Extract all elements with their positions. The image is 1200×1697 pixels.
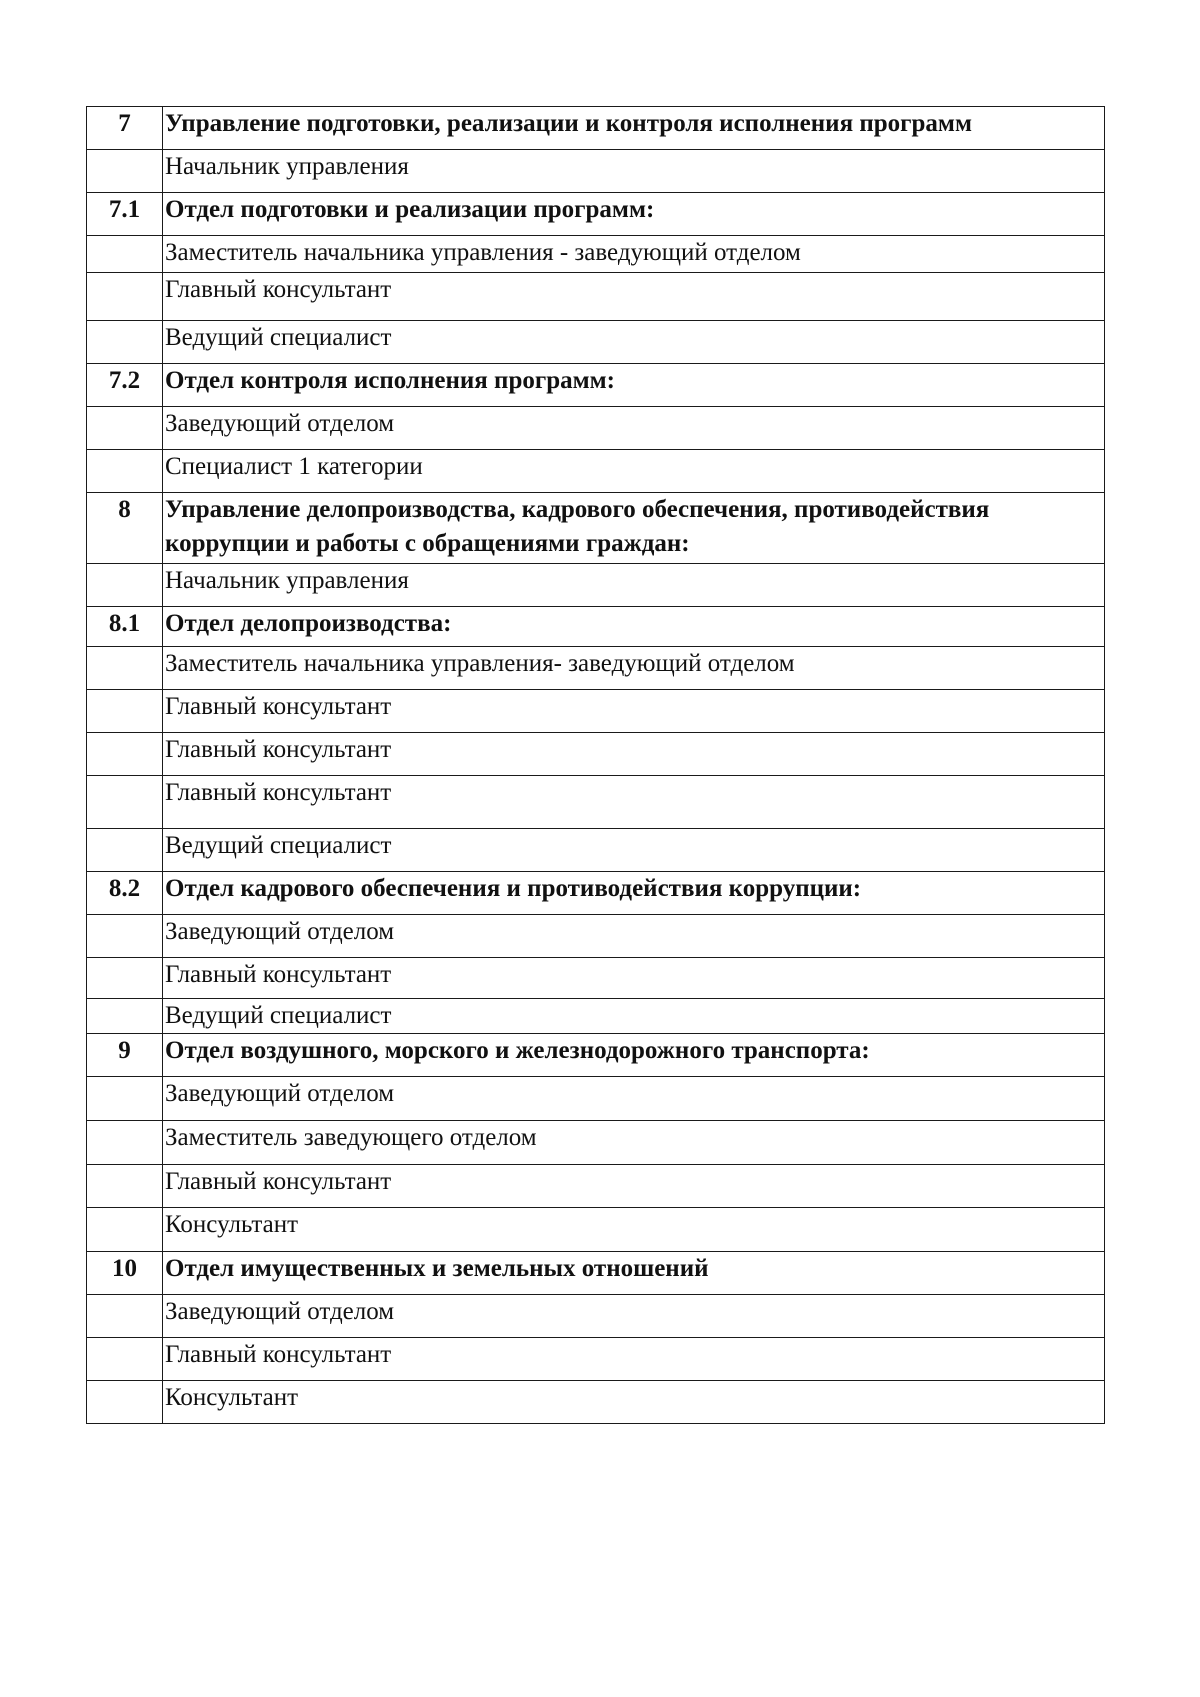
table-row — [87, 321, 1105, 364]
section-number: 7.2 — [87, 364, 163, 407]
position-name: Заведующий отделом — [163, 1077, 1105, 1121]
row-number — [87, 1338, 163, 1381]
row-number — [87, 958, 163, 999]
section-title: Управление подготовки, реализации и контроля исполнения программ — [163, 107, 1105, 150]
table-row — [87, 915, 1105, 958]
row-number — [87, 733, 163, 776]
row-number — [87, 1077, 163, 1121]
table-row — [87, 690, 1105, 733]
section-title: Отдел подготовки и реализации программ: — [163, 193, 1105, 236]
section-number: 7 — [87, 107, 163, 150]
table-row — [87, 1121, 1105, 1165]
position-name: Главный консультант — [163, 1165, 1105, 1208]
position-name: Специалист 1 категории — [163, 450, 1105, 493]
row-number — [87, 1165, 163, 1208]
row-number — [87, 564, 163, 607]
table-row — [87, 273, 1105, 321]
row-number — [87, 915, 163, 958]
position-name: Заместитель начальника управления- заведующий отделом — [163, 647, 1105, 690]
section-number: 8.2 — [87, 872, 163, 915]
position-name: Консультант — [163, 1208, 1105, 1252]
position-name: Ведущий специалист — [163, 321, 1105, 364]
row-number — [87, 776, 163, 829]
row-number — [87, 150, 163, 193]
section-title: Отдел делопроизводства: — [163, 607, 1105, 647]
row-number — [87, 1208, 163, 1252]
section-number: 8 — [87, 493, 163, 564]
table-row — [87, 493, 1105, 564]
row-number — [87, 407, 163, 450]
position-name: Главный консультант — [163, 776, 1105, 829]
table-row — [87, 193, 1105, 236]
table-row — [87, 1208, 1105, 1252]
table-row — [87, 872, 1105, 915]
row-number — [87, 273, 163, 321]
table-row — [87, 236, 1105, 273]
section-number: 10 — [87, 1252, 163, 1295]
row-number — [87, 999, 163, 1034]
section-title: Отдел кадрового обеспечения и противодействия коррупции: — [163, 872, 1105, 915]
position-name: Главный консультант — [163, 733, 1105, 776]
position-name: Заместитель начальника управления - заведующий отделом — [163, 236, 1105, 273]
section-number: 9 — [87, 1034, 163, 1077]
table-row — [87, 150, 1105, 193]
section-title: Отдел имущественных и земельных отношений — [163, 1252, 1105, 1295]
table-row — [87, 1165, 1105, 1208]
position-name: Начальник управления — [163, 564, 1105, 607]
row-number — [87, 1121, 163, 1165]
row-number — [87, 1381, 163, 1424]
position-name: Ведущий специалист — [163, 829, 1105, 872]
row-number — [87, 829, 163, 872]
table-row — [87, 1295, 1105, 1338]
table-row — [87, 776, 1105, 829]
section-title: Отдел контроля исполнения программ: — [163, 364, 1105, 407]
table-row — [87, 1077, 1105, 1121]
table-row — [87, 1252, 1105, 1295]
row-number — [87, 236, 163, 273]
table-row — [87, 647, 1105, 690]
table-row — [87, 733, 1105, 776]
position-name: Главный консультант — [163, 958, 1105, 999]
table-row — [87, 407, 1105, 450]
row-number — [87, 647, 163, 690]
section-title: Отдел воздушного, морского и железнодорожного транспорта: — [163, 1034, 1105, 1077]
row-number — [87, 690, 163, 733]
table-row — [87, 564, 1105, 607]
table-row — [87, 607, 1105, 647]
position-name: Консультант — [163, 1381, 1105, 1424]
position-name: Главный консультант — [163, 273, 1105, 321]
table-row — [87, 999, 1105, 1034]
section-number: 7.1 — [87, 193, 163, 236]
row-number — [87, 1295, 163, 1338]
table-row — [87, 107, 1105, 150]
table-row — [87, 829, 1105, 872]
position-name: Заведующий отделом — [163, 407, 1105, 450]
position-name: Заведующий отделом — [163, 1295, 1105, 1338]
row-number — [87, 450, 163, 493]
position-name: Заместитель заведующего отделом — [163, 1121, 1105, 1165]
section-title: Управление делопроизводства, кадрового обеспечения, противодействия коррупции и работы с обращениями граждан: — [163, 493, 1105, 564]
position-name: Заведующий отделом — [163, 915, 1105, 958]
position-name: Главный консультант — [163, 690, 1105, 733]
position-name: Ведущий специалист — [163, 999, 1105, 1034]
position-name: Начальник управления — [163, 150, 1105, 193]
section-number: 8.1 — [87, 607, 163, 647]
table-row — [87, 450, 1105, 493]
position-name: Главный консультант — [163, 1338, 1105, 1381]
row-number — [87, 321, 163, 364]
table-row — [87, 1381, 1105, 1424]
table-row — [87, 364, 1105, 407]
table-row — [87, 958, 1105, 999]
table-row — [87, 1034, 1105, 1077]
table-row — [87, 1338, 1105, 1381]
staffing-table — [86, 106, 1105, 1424]
